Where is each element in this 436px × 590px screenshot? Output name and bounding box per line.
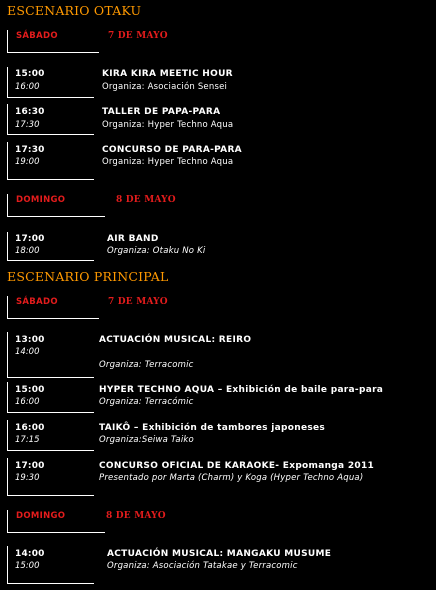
event-organizer: Organiza: Asociación Sensei	[102, 82, 228, 92]
day-label: SÁBADO	[16, 297, 58, 307]
stage-title-principal: ESCENARIO PRINCIPAL	[7, 269, 169, 284]
start-time: 13:00	[15, 335, 45, 345]
end-time: 19:00	[15, 157, 40, 167]
event-organizer: Organiza: Terracomic	[99, 360, 194, 370]
start-time: 16:30	[15, 107, 45, 117]
day-label: DOMINGO	[16, 511, 66, 521]
event-title: ACTUACIÓN MUSICAL: MANGAKU MUSUME	[107, 549, 332, 559]
end-time: 16:00	[15, 397, 40, 407]
event-organizer: Organiza: Asociación Tatakae y Terracomic	[107, 561, 298, 571]
event-organizer: Organiza: Hyper Techno Aqua	[102, 157, 234, 167]
start-time: 16:00	[15, 423, 45, 433]
date-label: 8 DE MAYO	[106, 511, 166, 521]
date-label: 7 DE MAYO	[108, 297, 168, 307]
end-time: 16:00	[15, 82, 40, 92]
event-title: TALLER DE PAPA-PARA	[102, 107, 221, 117]
day-label: DOMINGO	[16, 195, 66, 205]
end-time: 19:30	[15, 473, 40, 483]
start-time: 14:00	[15, 549, 45, 559]
event-title: TAIKÔ – Exhibición de tambores japoneses	[99, 423, 326, 433]
event-organizer: Organiza: Terracómic	[99, 397, 194, 407]
event-organizer: Organiza: Otaku No Ki	[107, 246, 206, 256]
event-title: HYPER TECHNO AQUA – Exhibición de baile para-para	[99, 385, 384, 395]
stage-title-otaku: ESCENARIO OTAKU	[7, 3, 142, 18]
event-organizer: Organiza: Hyper Techno Aqua	[102, 120, 234, 130]
start-time: 17:00	[15, 234, 45, 244]
start-time: 17:00	[15, 461, 45, 471]
day-label: SÁBADO	[16, 31, 58, 41]
start-time: 17:30	[15, 145, 45, 155]
start-time: 15:00	[15, 69, 45, 79]
event-organizer: Organiza:Seiwa Taiko	[99, 435, 194, 445]
end-time: 15:00	[15, 561, 40, 571]
end-time: 17:15	[15, 435, 40, 445]
date-label: 7 DE MAYO	[108, 31, 168, 41]
event-title: AIR BAND	[107, 234, 159, 244]
event-title: CONCURSO OFICIAL DE KARAOKE- Expomanga 2011	[99, 461, 375, 471]
start-time: 15:00	[15, 385, 45, 395]
event-title: ACTUACIÓN MUSICAL: REIRO	[99, 335, 252, 345]
event-title: CONCURSO DE PARA-PARA	[102, 145, 242, 155]
end-time: 14:00	[15, 347, 40, 357]
date-label: 8 DE MAYO	[116, 195, 176, 205]
end-time: 18:00	[15, 246, 40, 256]
event-organizer: Presentado por Marta (Charm) y Koga (Hyper Techno Aqua)	[99, 473, 364, 483]
event-title: KIRA KIRA MEETIC HOUR	[102, 69, 233, 79]
end-time: 17:30	[15, 120, 40, 130]
